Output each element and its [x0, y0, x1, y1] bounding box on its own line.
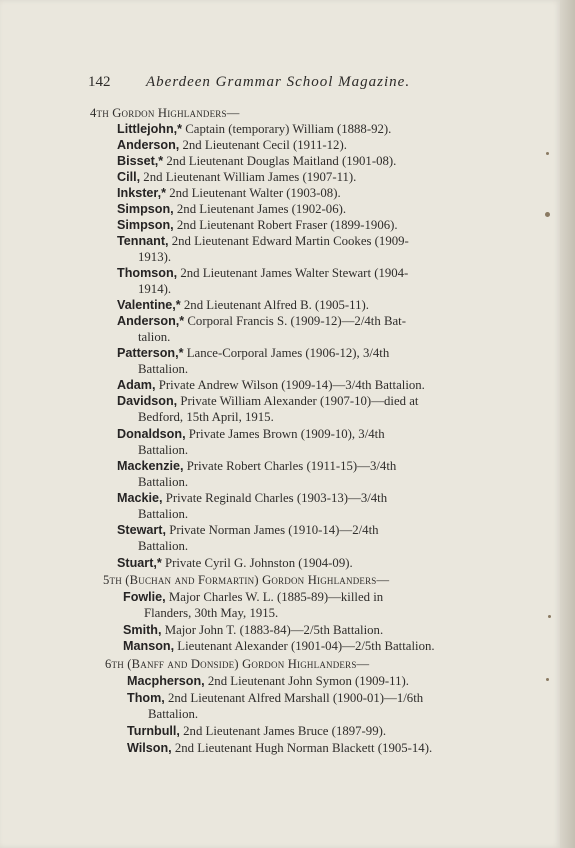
running-header	[88, 74, 488, 91]
entry-surname: Turnbull,	[127, 724, 180, 738]
entry-continuation: 1914).	[138, 282, 172, 296]
roll-entry	[123, 589, 383, 605]
roll-entry	[117, 297, 369, 313]
roll-entry	[117, 458, 396, 474]
roll-entry	[117, 185, 341, 201]
entry-surname: Adam,	[117, 378, 156, 392]
entry-surname: Simpson,	[117, 202, 174, 216]
page-number: 142	[88, 74, 111, 90]
entry-surname: Stewart,	[117, 523, 166, 537]
roll-entry	[123, 622, 383, 638]
roll-entry	[117, 393, 418, 409]
entry-continuation: talion.	[138, 330, 171, 344]
entry-surname: Anderson,*	[117, 314, 185, 328]
entry-details: Lance-Corporal James (1906-12), 3/4th	[186, 346, 390, 360]
roll-entry	[117, 153, 396, 169]
entry-details: Major John T. (1883-84)—2/5th Battalion.	[164, 623, 384, 637]
entry-surname: Bisset,*	[117, 154, 164, 168]
roll-entry	[127, 673, 409, 689]
roll-entry	[117, 217, 398, 233]
entry-surname: Simpson,	[117, 218, 174, 232]
running-title: Aberdeen Grammar School Magazine.	[146, 74, 411, 90]
roll-entry	[123, 638, 435, 654]
roll-entry	[117, 522, 379, 538]
entry-details: Private Reginald Charles (1903-13)—3/4th	[165, 491, 388, 505]
unit-heading	[105, 656, 369, 672]
entry-continuation: Battalion.	[138, 475, 189, 489]
foxing-spot	[545, 212, 550, 217]
roll-entry	[127, 740, 432, 756]
entry-continuation: Battalion.	[138, 507, 189, 521]
entry-continuation: Battalion.	[148, 707, 199, 721]
page-edge	[560, 0, 575, 848]
entry-details: 2nd Lieutenant Walter (1903-08).	[169, 186, 341, 200]
entry-details: 2nd Lieutenant James Bruce (1897-99).	[183, 724, 387, 738]
entry-details: Private James Brown (1909-10), 3/4th	[188, 427, 385, 441]
roll-entry	[117, 555, 353, 571]
roll-entry	[127, 690, 423, 706]
roll-entry	[127, 723, 386, 739]
entry-surname: Tennant,	[117, 234, 169, 248]
unit-number: 6th	[105, 657, 124, 671]
entry-details: 2nd Lieutenant Cecil (1911-12).	[182, 138, 347, 152]
roll-entry	[117, 137, 347, 153]
entry-details: 2nd Lieutenant James Walter Stewart (1904-	[180, 266, 409, 280]
unit-title: Gordon Highlanders—	[112, 106, 240, 120]
entry-details: Private Cyril G. Johnston (1904-09).	[165, 556, 353, 570]
entry-surname: Manson,	[123, 639, 175, 653]
entry-surname: Davidson,	[117, 394, 178, 408]
entry-details: Private Robert Charles (1911-15)—3/4th	[186, 459, 397, 473]
entry-details: 2nd Lieutenant Alfred B. (1905-11).	[183, 298, 369, 312]
entry-surname: Thom,	[127, 691, 165, 705]
entry-details: Lieutenant Alexander (1901-04)—2/5th Battalion.	[177, 639, 435, 653]
entry-details: 2nd Lieutenant Hugh Norman Blackett (1905-14).	[174, 741, 433, 755]
entry-surname: Fowlie,	[123, 590, 166, 604]
entry-continuation: Bedford, 15th April, 1915.	[138, 410, 274, 424]
entry-surname: Cill,	[117, 170, 141, 184]
entry-surname: Anderson,	[117, 138, 180, 152]
unit-number: 4th	[90, 106, 109, 120]
entry-surname: Wilson,	[127, 741, 172, 755]
entry-details: 2nd Lieutenant Edward Martin Cookes (1909-	[171, 234, 409, 248]
entry-details: 2nd Lieutenant Robert Fraser (1899-1906).	[176, 218, 398, 232]
entry-continuation: Flanders, 30th May, 1915.	[144, 606, 279, 620]
roll-entry	[117, 313, 406, 329]
foxing-spot	[546, 678, 549, 681]
unit-number: 5th	[103, 573, 122, 587]
entry-details: Private Norman James (1910-14)—2/4th	[169, 523, 379, 537]
unit-title: (Buchan and Formartin) Gordon Highlanders—	[125, 573, 390, 587]
entry-surname: Stuart,*	[117, 556, 162, 570]
foxing-spot	[548, 615, 551, 618]
entry-surname: Smith,	[123, 623, 162, 637]
entry-continuation: 1913).	[138, 250, 172, 264]
entry-details: Major Charles W. L. (1885-89)—killed in	[168, 590, 384, 604]
entry-surname: Inkster,*	[117, 186, 167, 200]
unit-heading	[90, 105, 240, 121]
entry-details: 2nd Lieutenant John Symon (1909-11).	[207, 674, 409, 688]
entry-surname: Mackenzie,	[117, 459, 184, 473]
entry-details: Private William Alexander (1907-10)—died at	[180, 394, 419, 408]
entry-continuation: Battalion.	[138, 443, 189, 457]
entry-details: 2nd Lieutenant Alfred Marshall (1900-01)—1/6th	[167, 691, 424, 705]
entry-details: 2nd Lieutenant James (1902-06).	[176, 202, 347, 216]
entry-continuation: Battalion.	[138, 362, 189, 376]
entry-details: Private Andrew Wilson (1909-14)—3/4th Battalion.	[158, 378, 425, 392]
unit-heading	[103, 572, 389, 588]
roll-entry	[117, 201, 346, 217]
entry-surname: Thomson,	[117, 266, 178, 280]
entry-details: Captain (temporary) William (1888-92).	[185, 122, 392, 136]
roll-entry	[117, 426, 385, 442]
entry-surname: Donaldson,	[117, 427, 186, 441]
entry-continuation: Battalion.	[138, 539, 189, 553]
roll-entry	[117, 345, 389, 361]
entry-surname: Valentine,*	[117, 298, 181, 312]
entry-details: 2nd Lieutenant William James (1907-11).	[143, 170, 357, 184]
entry-surname: Patterson,*	[117, 346, 184, 360]
entry-surname: Mackie,	[117, 491, 163, 505]
entry-surname: Macpherson,	[127, 674, 205, 688]
roll-entry	[117, 490, 387, 506]
roll-entry	[117, 169, 356, 185]
unit-title: (Banff and Donside) Gordon Highlanders—	[127, 657, 370, 671]
entry-details: 2nd Lieutenant Douglas Maitland (1901-08).	[166, 154, 397, 168]
roll-entry	[117, 121, 391, 137]
foxing-spot	[546, 152, 549, 155]
roll-entry	[117, 377, 425, 393]
entry-surname: Littlejohn,*	[117, 122, 183, 136]
entry-details: Corporal Francis S. (1909-12)—2/4th Bat-	[187, 314, 406, 328]
roll-entry	[117, 265, 408, 281]
roll-entry	[117, 233, 409, 249]
